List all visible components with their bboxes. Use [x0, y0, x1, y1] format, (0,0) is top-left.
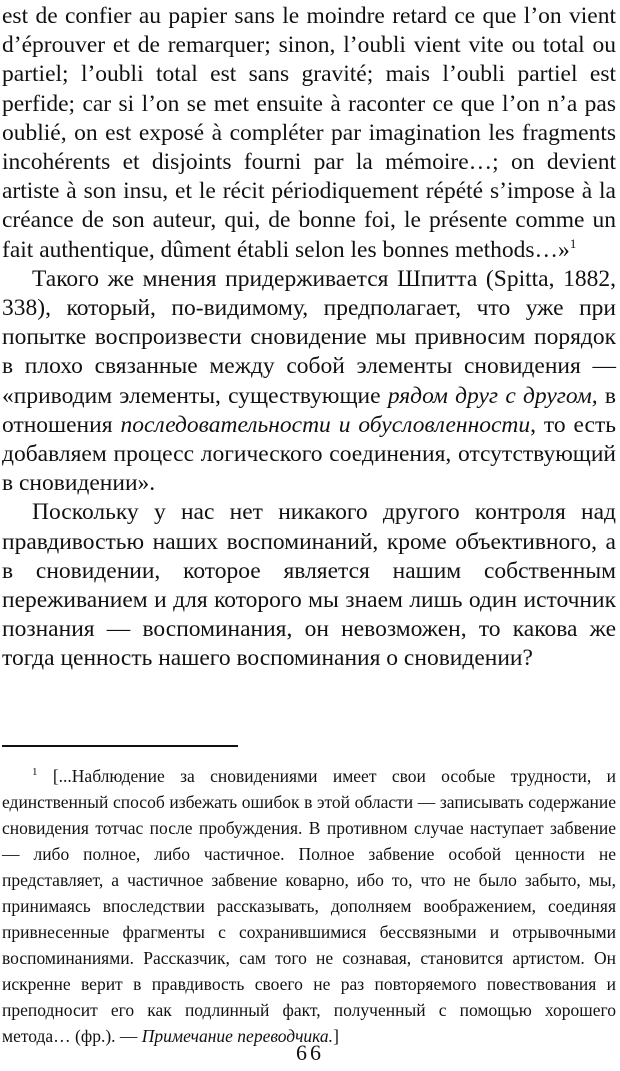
spitta-italic-2: последовательности и обусловленности [120, 411, 531, 438]
main-text [2, 2, 616, 674]
translator-note: Примечание переводчика. [141, 1026, 334, 1046]
spitta-text-c: , то есть добавляем процесс логического соединения, отсутствующий в сновидении». [2, 411, 616, 497]
spitta-text-a: Такого же мнения придерживается Шпитта (Spitta, 1882, 338), который, по-видимому, предполагает, что уже при попытке воспроизвести сновидение мы привносим порядок в плохо связанные между собой элементы сновидения — «приводим элементы, существующие [2, 265, 616, 409]
footnote [2, 763, 616, 1049]
french-quote-text: est de confier au papier sans le moindre retard ce que l’on vient d’éprouver et de remarquer; sinon, l’oubli vient vite ou total ou partiel; l’oubli total est sans gravité; mais l’oubli partiel est perfide; car si l’on se met ensuite à raconter ce que l’on n’a pas oublié, on est exposé à compléter par imagination les fragments incohérents et disjoints fourni par la mémoire…; on devient artiste à son insu, et le récit périodiquement répété s’impose à la créance de son auteur, qui, de bonne foi, le présente comme un fait authentique, dûment établi selon les bonnes methods…» [2, 3, 616, 263]
footnote-marker: 1 [569, 235, 577, 251]
page-number: 66 [296, 1040, 324, 1065]
footnote-close-bracket: ] [333, 1026, 339, 1046]
spitta-text-b: в отношения [2, 382, 616, 438]
paragraph-french-quote [2, 2, 616, 265]
footnote-number: 1 [32, 766, 38, 779]
footnote-text: [...Наблюдение за сновидениями имеет свои особые трудности, и единственный способ избежать ошибок в этой области — записывать содержание сновидения тотчас после пробуждения. В противном случае наступает забвение — либо полное, либо частичное. Полное забвение особой ценности не представляет, а частичное забвение коварно, ибо то, что не было забыто, мы, принимаясь впоследствии рассказывать, дополняем воображением, соединяя привнесенные фрагменты с сохранившимися бессвязными и отрывочными воспоминаниями. Рассказчик, сам того не сознавая, становится артистом. Он искренне верит в правдивость своего не раз повторяемого повествования и преподносит его как подлинный факт, полученный с помощью хорошего метода… (фр.). — [2, 766, 616, 1046]
spitta-italic-1: рядом друг с другом, [387, 382, 598, 409]
paragraph-spitta [2, 265, 616, 499]
paragraph-memory-control: Поскольку у нас нет никакого другого контроля над правдивостью наших воспоминаний, кроме объективного, а в сновидении, которое является нашим собственным переживанием и для которого мы знаем лишь один источник познания — воспоминания, он невозможен, то какова же тогда ценность нашего воспоминания о сновидении? [2, 499, 616, 672]
footnote-separator [2, 745, 238, 747]
